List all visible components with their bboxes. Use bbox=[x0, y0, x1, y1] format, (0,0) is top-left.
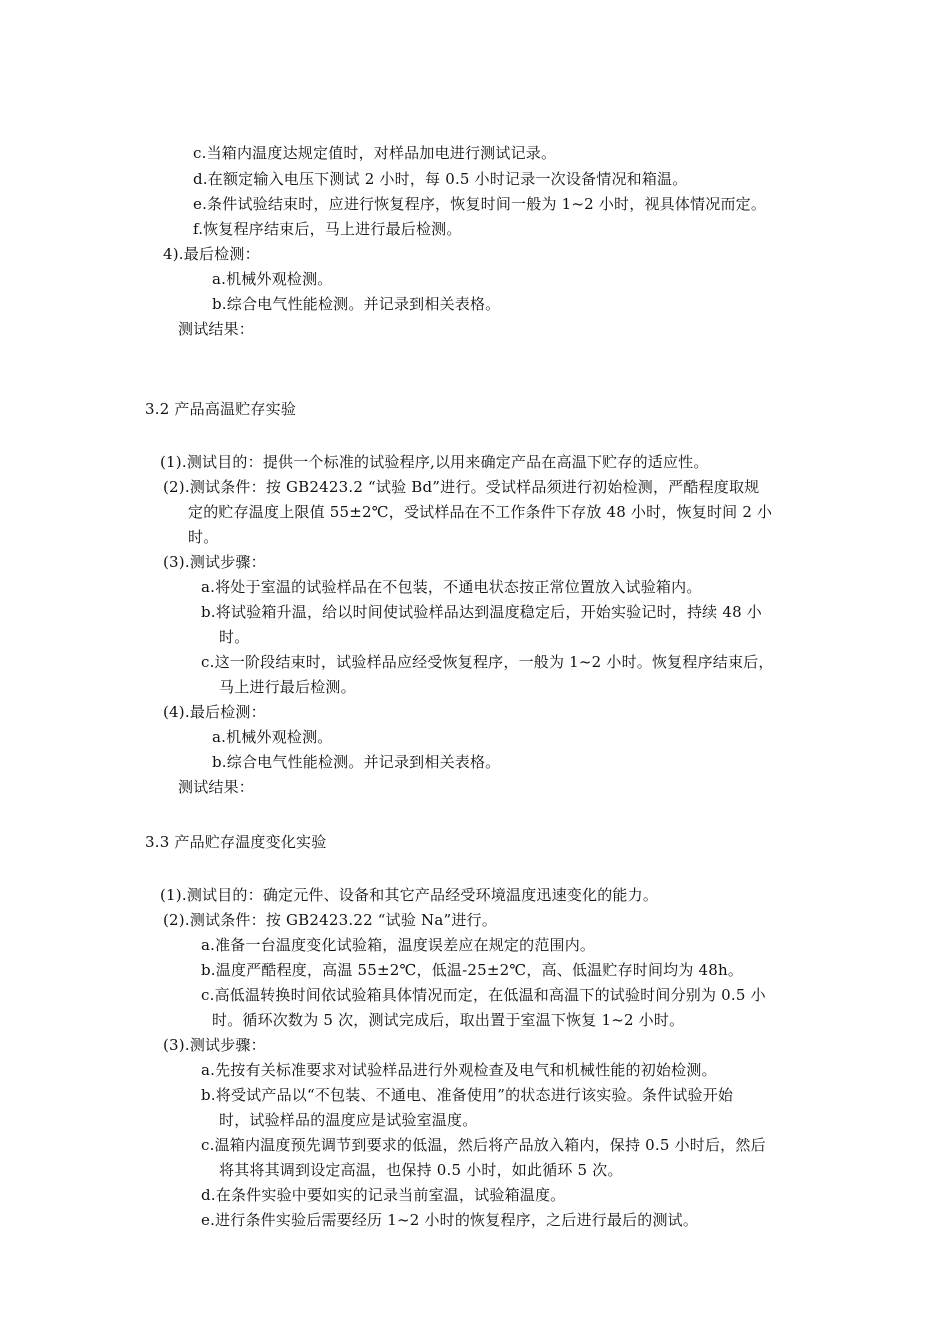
text-line: c.高低温转换时间依试验箱具体情况而定，在低温和高温下的试验时间分别为 0.5 小 bbox=[201, 986, 766, 1004]
text-line: b.温度严酷程度，高温 55±2℃，低温-25±2℃，高、低温贮存时间均为 48h。 bbox=[201, 961, 744, 979]
text-line: d.在条件实验中要如实的记录当前室温，试验箱温度。 bbox=[201, 1186, 566, 1204]
text-line: 定的贮存温度上限值 55±2℃，受试样品在不工作条件下存放 48 小时，恢复时间 2 小 bbox=[188, 503, 773, 521]
text-line: a.机械外观检测。 bbox=[212, 270, 333, 288]
text-line: (2).测试条件：按 GB2423.22 “试验 Na”进行。 bbox=[163, 911, 497, 929]
section-heading: 3.2 产品高温贮存实验 bbox=[145, 400, 297, 418]
text-line: 测试结果： bbox=[178, 778, 255, 796]
text-line: a.先按有关标准要求对试验样品进行外观检查及电气和机械性能的初始检测。 bbox=[201, 1061, 717, 1079]
text-line: c.这一阶段结束时，试验样品应经受恢复程序，一般为 1~2 小时。恢复程序结束后， bbox=[201, 653, 774, 671]
text-line: (3).测试步骤： bbox=[163, 1036, 266, 1054]
text-line: a.机械外观检测。 bbox=[212, 728, 333, 746]
text-line: e.进行条件实验后需要经历 1~2 小时的恢复程序，之后进行最后的测试。 bbox=[201, 1211, 699, 1229]
text-line: (4).最后检测： bbox=[163, 703, 266, 721]
text-line: (3).测试步骤： bbox=[163, 553, 266, 571]
text-line: 4).最后检测： bbox=[163, 245, 260, 263]
text-line: d.在额定输入电压下测试 2 小时，每 0.5 小时记录一次设备情况和箱温。 bbox=[193, 170, 688, 188]
text-line: b.将试验箱升温，给以时间使试验样品达到温度稳定后，开始实验记时，持续 48 小 bbox=[201, 603, 762, 621]
text-line: (1).测试目的：确定元件、设备和其它产品经受环境温度迅速变化的能力。 bbox=[160, 886, 659, 904]
text-line: 时，试验样品的温度应是试验室温度。 bbox=[219, 1111, 478, 1129]
text-line: c.温箱内温度预先调节到要求的低温，然后将产品放入箱内，保持 0.5 小时后，然后 bbox=[201, 1136, 766, 1154]
text-line: 将其将其调到设定高温，也保持 0.5 小时，如此循环 5 次。 bbox=[219, 1161, 623, 1179]
text-line: c.当箱内温度达规定值时，对样品加电进行测试记录。 bbox=[193, 144, 557, 162]
text-line: b.综合电气性能检测。并记录到相关表格。 bbox=[212, 753, 501, 771]
text-line: 时。循环次数为 5 次，测试完成后，取出置于室温下恢复 1~2 小时。 bbox=[212, 1011, 685, 1029]
text-line: e.条件试验结束时，应进行恢复程序，恢复时间一般为 1~2 小时，视具体情况而定。 bbox=[193, 195, 767, 213]
text-line: 测试结果： bbox=[178, 320, 255, 338]
text-line: f.恢复程序结束后，马上进行最后检测。 bbox=[193, 220, 462, 238]
text-line: b.综合电气性能检测。并记录到相关表格。 bbox=[212, 295, 501, 313]
text-line: (1).测试目的：提供一个标准的试验程序,以用来确定产品在高温下贮存的适应性。 bbox=[160, 453, 709, 471]
text-line: a.将处于室温的试验样品在不包装，不通电状态按正常位置放入试验箱内。 bbox=[201, 578, 702, 596]
text-line: a.准备一台温度变化试验箱，温度误差应在规定的范围内。 bbox=[201, 936, 596, 954]
text-line: 马上进行最后检测。 bbox=[219, 678, 356, 696]
text-line: 时。 bbox=[219, 628, 250, 646]
section-heading: 3.3 产品贮存温度变化实验 bbox=[145, 833, 327, 851]
text-line: (2).测试条件：按 GB2423.2 “试验 Bd”进行。受试样品须进行初始检测，严酷程度取规 bbox=[163, 478, 760, 496]
text-line: 时。 bbox=[188, 528, 219, 546]
text-line: b.将受试产品以“不包装、不通电、准备使用”的状态进行该实验。条件试验开始 bbox=[201, 1086, 734, 1104]
